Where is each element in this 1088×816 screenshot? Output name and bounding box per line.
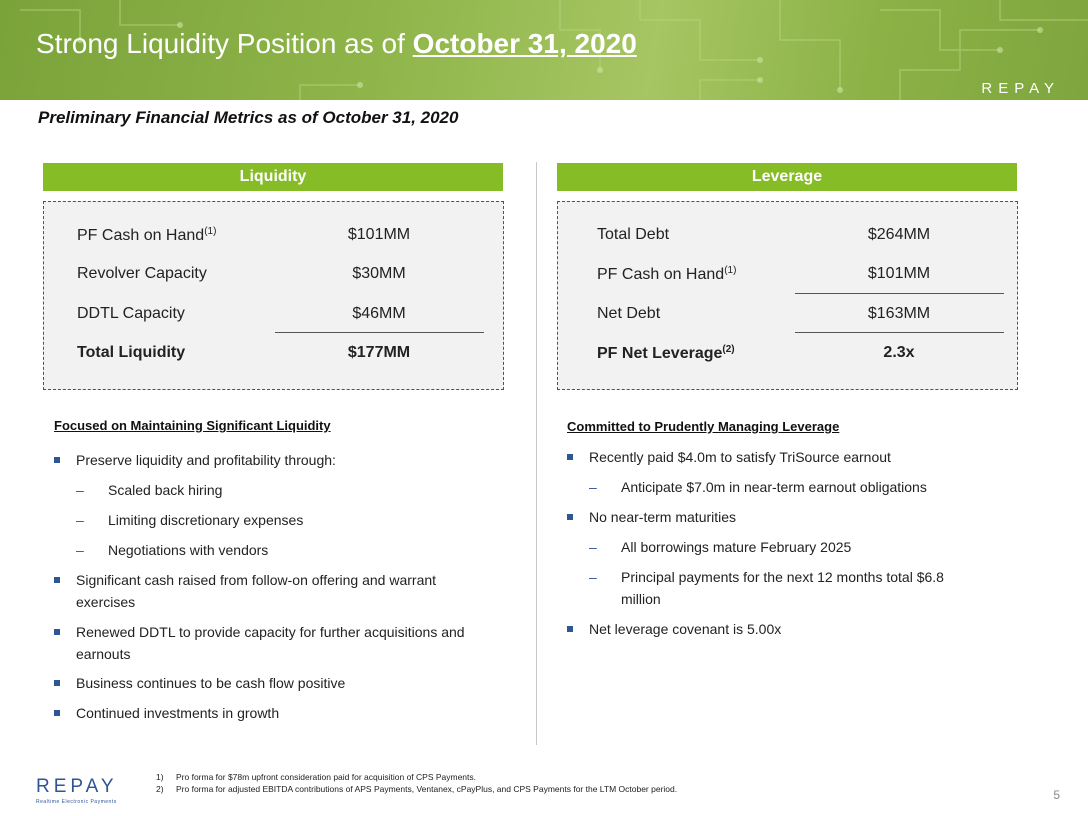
leverage-total-label: PF Net Leverage$^{(2)}$ bbox=[597, 344, 735, 362]
subtotal-divider-line bbox=[795, 293, 1004, 294]
right-section-heading: Committed to Prudently Managing Leverage bbox=[567, 419, 840, 434]
bullet-square-icon bbox=[54, 577, 60, 583]
bullet-square-icon bbox=[567, 626, 573, 632]
dash-icon: – bbox=[589, 569, 597, 585]
footer-logo-tagline: Realtime Electronic Payments bbox=[36, 799, 117, 805]
liquidity-row-value: $46MM bbox=[352, 305, 406, 322]
liquidity-row-label: DDTL Capacity bbox=[77, 305, 185, 322]
bullet-square-icon bbox=[54, 680, 60, 686]
footnote-item: 1) Pro forma for $78m upfront consideration paid for acquisition of CPS Payments. bbox=[156, 772, 477, 782]
leverage-row-value: $101MM bbox=[867, 265, 931, 282]
liquidity-total-label: Total Liquidity bbox=[77, 344, 186, 361]
liquidity-panel-heading: Liquidity bbox=[43, 163, 503, 191]
page-title-prefix: Strong Liquidity Position as of bbox=[36, 28, 413, 59]
footnote-ref: (1) bbox=[724, 265, 737, 276]
bullet-square-icon bbox=[54, 457, 60, 463]
header-banner bbox=[0, 0, 1088, 100]
bullet-square-icon bbox=[54, 629, 60, 635]
liquidity-row-value: $101MM bbox=[347, 226, 411, 243]
bullet-square-icon bbox=[567, 514, 573, 520]
column-divider bbox=[536, 162, 537, 745]
left-section-heading: Focused on Maintaining Significant Liquidity bbox=[54, 418, 331, 433]
liquidity-row-label: PF Cash on Hand$^{(1)}$ bbox=[77, 226, 217, 244]
leverage-total-value: 2.3x bbox=[883, 344, 915, 361]
total-divider-line bbox=[275, 332, 484, 333]
leverage-row-value: $163MM bbox=[867, 305, 931, 322]
footer-logo-name: REPAY bbox=[36, 776, 118, 797]
page-subtitle: Preliminary Financial Metrics as of October 31, 2020 bbox=[38, 108, 459, 127]
dash-icon: – bbox=[76, 512, 84, 528]
brand-logo-header: REPAY bbox=[981, 80, 1060, 97]
footnotes bbox=[156, 771, 677, 795]
footnote-item: 2) Pro forma for adjusted EBITDA contributions of APS Payments, Ventanex, cPayPlus, and CPS Payments for the LTM October period. bbox=[156, 784, 678, 794]
leverage-row-value: $264MM bbox=[867, 226, 931, 243]
dash-icon: – bbox=[76, 542, 84, 558]
page-title-date: October 31, 2020 bbox=[412, 28, 637, 59]
footnote-ref: (2) bbox=[722, 344, 735, 355]
footnote-ref: (1) bbox=[204, 226, 217, 237]
dash-icon: – bbox=[76, 482, 84, 498]
dash-icon: – bbox=[589, 539, 597, 555]
leverage-row-label: Total Debt bbox=[597, 226, 670, 243]
page-number: 5 bbox=[1053, 788, 1060, 802]
leverage-row-label: PF Cash on Hand$^{(1)}$ bbox=[597, 265, 737, 283]
liquidity-row-label: Revolver Capacity bbox=[77, 265, 207, 282]
leverage-panel-heading: Leverage bbox=[557, 163, 1017, 191]
liquidity-total-value: $177MM bbox=[347, 344, 411, 361]
liquidity-row-value: $30MM bbox=[352, 265, 406, 282]
bullet-square-icon bbox=[54, 710, 60, 716]
bullet-square-icon bbox=[567, 454, 573, 460]
dash-icon: – bbox=[589, 479, 597, 495]
footer-logo bbox=[36, 776, 118, 805]
leverage-row-label: Net Debt bbox=[597, 305, 661, 322]
total-divider-line bbox=[795, 332, 1004, 333]
page-title bbox=[36, 28, 637, 60]
